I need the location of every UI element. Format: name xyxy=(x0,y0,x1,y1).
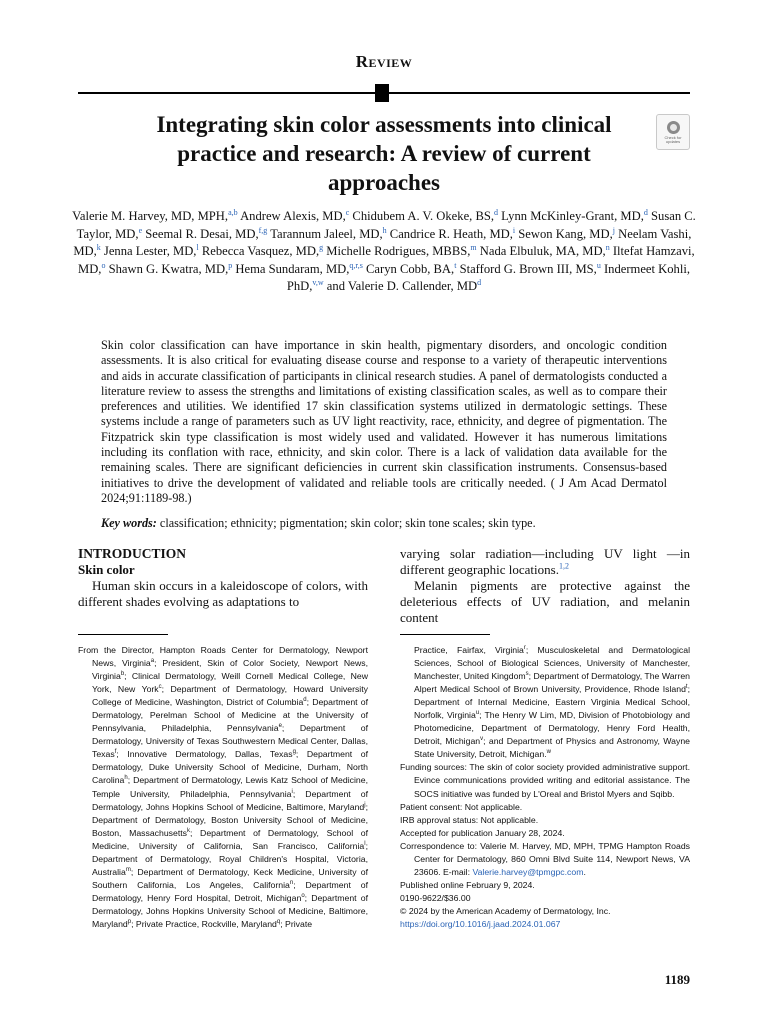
author-name: Stafford G. Brown III, MS, xyxy=(456,261,597,276)
author-name: Chidubem A. V. Okeke, BS, xyxy=(349,209,495,223)
author-affiliation-marker[interactable]: e xyxy=(138,225,143,235)
author-name: Shawn G. Kwatra, MD, xyxy=(105,261,229,276)
affiliation-text: ; Department of Dermatology, Henry Ford Hospital, Detroit, Michigan xyxy=(92,879,368,903)
affiliation-text: ; President, Skin of Color Society, Newport News, Virginia xyxy=(92,658,368,682)
affiliation-text: ; Department of Dermatology, Duke University School of Medicine, Durham, North Carolina xyxy=(92,749,368,786)
affiliation-marker: g xyxy=(292,749,296,756)
keywords-label: Key words: xyxy=(101,516,157,530)
affiliation-marker: k xyxy=(187,827,191,834)
footnote-rule xyxy=(400,634,490,635)
body-paragraph: Human skin occurs in a kaleidoscope of colors, with different shades evolving as adaptations to xyxy=(78,578,368,609)
section-label: Review xyxy=(355,52,413,71)
affiliation-text: Practice, Fairfax, Virginia xyxy=(414,645,524,655)
author-name: Sewon Kang, MD, xyxy=(515,226,613,241)
author-affiliation-marker[interactable]: h xyxy=(382,225,387,235)
author-name: Michelle Rodrigues, MBBS, xyxy=(323,244,471,258)
article-title: Integrating skin color assessments into clinical practice and research: A review of current approaches xyxy=(156,112,612,195)
author-list xyxy=(70,208,698,296)
author-affiliation-marker[interactable]: d xyxy=(494,207,499,217)
author-name: Tarannum Jaleel, MD, xyxy=(267,226,383,241)
affiliation-marker: m xyxy=(125,866,131,873)
affiliation-marker: p xyxy=(127,919,132,926)
author-affiliation-marker[interactable]: u xyxy=(596,260,601,270)
footnotes-right xyxy=(400,644,690,931)
affiliation-text: ; Department of Dermatology, School of Medicine, University of California, San Francisco, California xyxy=(92,827,368,851)
subsection-heading-skin-color: Skin color xyxy=(78,562,135,577)
author-name: Neelam Vashi, MD, xyxy=(73,226,692,258)
issn-price: 0190-9622/$36.00 xyxy=(400,892,471,903)
correspondence xyxy=(400,840,690,879)
accepted-date: Accepted for publication January 28, 2024. xyxy=(400,827,565,838)
author-name: and Valerie D. Callender, MD xyxy=(323,279,478,293)
affiliation-text: ; Department of Dermatology, Howard University College of Medicine, Washington, District of Columbia xyxy=(92,684,368,708)
check-for-updates-icon xyxy=(667,121,680,134)
affiliation-text: From the Director, Hampton Roads Center for Dermatology, Newport News, Virginia xyxy=(78,645,368,669)
affiliation-marker: v xyxy=(480,736,484,743)
affiliation-text: ; Department of Internal Medicine, Eastern Virginia Medical School, Norfolk, Virginia xyxy=(414,684,690,721)
affiliation-marker: a xyxy=(150,658,155,665)
body-column-left xyxy=(78,546,368,610)
affiliation-text: ; Private xyxy=(280,918,313,929)
correspondence-text: Correspondence to: Valerie M. Harvey, MD, MPH, TPMG Hampton Roads Center for Dermatology, 860 Omni Blvd Suite 114, Newport News, VA 23606. E-mail: xyxy=(400,840,690,877)
author-name: Valerie M. Harvey, MD, MPH, xyxy=(72,209,229,223)
citation-link[interactable]: 1,2 xyxy=(558,561,569,571)
affiliation-text: ; Clinical Dermatology, Weill Cornell Medical College, New York, New York xyxy=(92,671,368,695)
irb-status: IRB approval status: Not applicable. xyxy=(400,814,539,825)
section-heading-introduction: INTRODUCTION xyxy=(78,546,187,561)
check-for-updates-badge[interactable] xyxy=(656,114,690,150)
author-affiliation-marker[interactable]: l xyxy=(196,242,199,252)
author-affiliation-marker[interactable]: m xyxy=(470,242,477,252)
author-name: Rebecca Vasquez, MD, xyxy=(198,244,320,258)
author-affiliation-marker[interactable]: j xyxy=(612,225,615,235)
author-name: Nada Elbuluk, MA, MD, xyxy=(476,244,606,258)
affiliation-marker: l xyxy=(364,840,366,847)
author-affiliation-marker[interactable]: t xyxy=(454,260,457,270)
author-affiliation-marker[interactable]: c xyxy=(345,207,350,217)
author-affiliation-marker[interactable]: a,b xyxy=(228,207,238,217)
author-affiliation-marker[interactable]: v,w xyxy=(312,277,324,287)
author-affiliation-marker[interactable]: g xyxy=(319,242,324,252)
author-name: Hema Sundaram, MD, xyxy=(232,261,350,276)
affiliation-marker: q xyxy=(276,919,281,926)
affiliation-text: ; Department of Dermatology, Johns Hopkins School of Medicine, Baltimore, Maryland xyxy=(92,788,368,812)
author-affiliation-marker[interactable]: d xyxy=(643,207,648,217)
affiliation-text: ; Department of Dermatology, Lewis Katz School of Medicine, Temple University, Philadelphia, Pennsylvania xyxy=(92,775,368,799)
footnote-rule xyxy=(78,634,168,635)
affiliation-text: ; Department of Dermatology, Johns Hopkins University School of Medicine, Baltimore, Maryland xyxy=(92,892,368,929)
affiliation-marker: w xyxy=(546,749,551,756)
affiliation-marker: j xyxy=(364,801,366,808)
affiliation-marker: c xyxy=(158,684,162,691)
author-affiliation-marker[interactable]: d xyxy=(477,277,482,287)
affiliation-text: ; and Department of Physics and Astronomy, Wayne State University, Detroit, Michigan. xyxy=(414,736,691,760)
affiliation-marker: u xyxy=(475,710,480,717)
affiliation-marker: f xyxy=(114,749,117,756)
affiliation-text: ; Department of Dermatology, Royal Children's Hospital, Victoria, Australia xyxy=(92,840,368,877)
author-name: Indermeet Kohli, PhD, xyxy=(286,261,690,293)
affiliation-text: ; Department of Dermatology, The Warren Alpert Medical School of Brown University, Providence, Rhode Island xyxy=(414,671,690,695)
email-link[interactable]: Valerie.harvey@tpmgpc.com xyxy=(472,866,584,877)
affiliation-text: ; Department of Dermatology, Boston University School of Medicine, Boston, Massachusetts xyxy=(92,801,368,838)
author-name: Jenna Lester, MD, xyxy=(100,244,197,258)
affiliation-text: ; Innovative Dermatology, Dallas, Texas xyxy=(116,749,293,760)
affiliation-marker: r xyxy=(523,645,526,652)
body-paragraph: Melanin pigments are protective against the deleterious effects of UV radiation, and melanin content xyxy=(400,578,690,625)
affiliation-marker: n xyxy=(289,879,294,886)
affiliation-marker: s xyxy=(525,671,529,678)
affiliation-marker: h xyxy=(124,775,128,782)
author-affiliation-marker[interactable]: f,g xyxy=(258,225,268,235)
affiliation-text: ; Department of Dermatology, Perelman School of Medicine at the University of Pennsylvania, Philadelphia, Pennsylvania xyxy=(92,697,368,734)
keywords xyxy=(101,516,667,531)
author-affiliation-marker[interactable]: q,r,s xyxy=(349,260,363,270)
author-name: Susan C. Taylor, MD, xyxy=(76,209,696,241)
affiliation-text: ; Musculoskeletal and Dermatological Sciences, School of Biological Sciences, University of Manchester, Manchester, United Kingdom xyxy=(414,645,690,682)
copyright: © 2024 by the American Academy of Dermatology, Inc. xyxy=(400,905,611,916)
affiliation-marker: o xyxy=(301,893,305,899)
affiliation-marker: t xyxy=(685,684,688,691)
doi-link[interactable]: https://doi.org/10.1016/j.jaad.2024.01.067 xyxy=(400,918,561,929)
keywords-text: classification; ethnicity; pigmentation; skin color; skin tone scales; skin type. xyxy=(156,516,536,530)
affiliations-continued xyxy=(400,644,690,761)
header-rule-marker xyxy=(375,84,389,102)
author-name: Iltefat Hamzavi, MD, xyxy=(78,244,695,276)
published-date: Published online February 9, 2024. xyxy=(400,879,535,890)
affiliation-text: ; Department of Dermatology, Keck Medicine, University of Southern California, Los Angeles, California xyxy=(92,866,368,890)
body-paragraph xyxy=(400,546,690,578)
affiliation-text: ; Department of Dermatology, University of Texas Southwestern Medical Center, Dallas, Texas xyxy=(92,723,368,760)
correspondence-end: . xyxy=(583,866,586,877)
author-name: Caryn Cobb, BA, xyxy=(362,261,455,276)
affiliation-text: ; The Henry W Lim, MD, Division of Photobiology and Photomedicine, Department of Dermatology, Henry Ford Health, Detroit, Michigan xyxy=(414,710,690,747)
abstract: Skin color classification can have importance in skin health, pigmentary disorders, and oncologic condition assessments. It is also critical for evaluating disease course and response to a variety of therapeutic interventions and aids in accurate classification of participants in clinical research studies. A panel of dermatologists conducted a literature review to assess the strengths and limitations of existing classification scales, as well as to compare their preferences and utilities. We identified 17 skin classification systems utilized in dermatologic settings. These systems include a range of parameters such as UV light reactivity, race, ethnicity, and degree of pigmentation. The Fitzpatrick skin type classification is most widely used and validated. However it has numerous limitations including its conflation with race, ethnicity, and skin color. There is a lack of validation data available for the remaining scales. There are significant deficiencies in current skin classification instruments. Consensus-based initiatives to drive the development of validated and reliable tools are critically needed. ( J Am Acad Dermatol 2024;91:1189-98.) xyxy=(101,338,667,505)
affiliations xyxy=(78,644,368,931)
affiliation-marker: d xyxy=(303,697,307,704)
patient-consent: Patient consent: Not applicable. xyxy=(400,801,523,812)
author-affiliation-marker[interactable]: n xyxy=(605,242,610,252)
badge-text: Check for updates xyxy=(664,134,682,144)
author-name: Andrew Alexis, MD, xyxy=(237,209,346,223)
author-affiliation-marker[interactable]: o xyxy=(101,260,106,270)
author-name: Lynn McKinley-Grant, MD, xyxy=(498,209,644,223)
affiliation-marker: b xyxy=(120,671,125,678)
footnotes-left xyxy=(78,644,368,931)
author-affiliation-marker[interactable]: k xyxy=(96,242,101,252)
body-column-right xyxy=(400,546,690,626)
paragraph-text: varying solar radiation—including UV light —in different geographic locations. xyxy=(400,546,690,577)
author-name: Seemal R. Desai, MD, xyxy=(142,226,259,241)
affiliation-marker: e xyxy=(278,723,282,730)
affiliation-text: ; Private Practice, Rockville, Maryland xyxy=(131,918,277,929)
funding-sources: Funding sources: The skin of color society provided administrative support. Evince communications provided writing and editorial assistance. The SOCS initiative was funded by L'Oreal and Bristol Myers and Sqibb. xyxy=(400,762,690,799)
page-number: 1189 xyxy=(664,972,690,987)
author-affiliation-marker[interactable]: i xyxy=(512,225,516,235)
author-name: Candrice R. Heath, MD, xyxy=(386,226,513,241)
affiliation-marker: i xyxy=(291,788,293,795)
author-affiliation-marker[interactable]: p xyxy=(228,260,233,270)
